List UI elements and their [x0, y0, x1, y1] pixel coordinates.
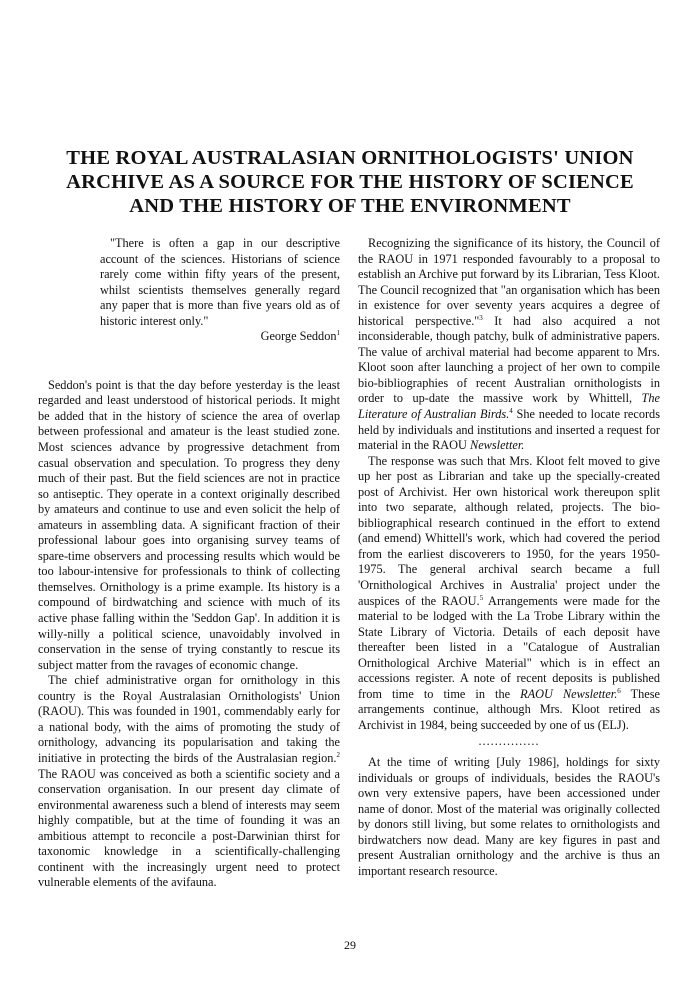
spacer [38, 345, 340, 378]
paragraph: At the time of writing [July 1986], holdings for sixty individuals or groups of individuals, besides the RAOU's own very extensive papers, have been accessioned under name of donor. Most of the material was originally collected by donors still living, but some relates to ornithologists and birdwatchers now dead. Many are key figures in past and present Australian ornithology and the archive is thus an important research resource. [358, 755, 660, 878]
footnote-ref: 4 [509, 406, 513, 415]
paragraph [38, 673, 340, 891]
epigraph [100, 236, 340, 345]
left-column [38, 236, 340, 891]
title-line-1: THE ROYAL AUSTRALASIAN ORNITHOLOGISTS' UNION [66, 147, 634, 169]
paragraph [358, 236, 660, 454]
epigraph-author: George Seddon [260, 329, 337, 344]
footnote-ref: 5 [479, 593, 484, 602]
paragraph-text: She needed to locate records held by individuals and institutions and inserted a request for material in the RAOU [358, 407, 660, 453]
paragraph-text: The response was such that Mrs. Kloot felt moved to give up her post as Librarian and take up the specially-created post of Archivist. Her own historical work thereupon split into two separate, although related, projects. The bio-bibliographical research continued in the effort to extend (and emend) Whittell's work, which had covered the period from the earliest discoverers to 1950, for the years 1950-1975. The general archival search became a full 'Ornithological Archives in Australia' project under the auspices of the RAOU. [358, 453, 660, 608]
paragraph-text: Recognizing the significance of its history, the Council of the RAOU in 1971 responded favourably to a proposal to establish an Archive put forward by its Librarian, Tess Kloot. The Council recognized that "an organisation which has been in existence for over seventy years acquires a degree of historical perspective." [358, 236, 660, 328]
right-column [358, 236, 660, 879]
paragraph [358, 454, 660, 734]
title-line-2: ARCHIVE AS A SOURCE FOR THE HISTORY OF SCIENCE [66, 171, 634, 193]
publication-title: Newsletter. [470, 438, 525, 453]
page-number: 29 [344, 938, 356, 952]
paragraph: Seddon's point is that the day before yesterday is the least regarded and least understood of historical periods. It might be added that in the history of science the area of overlap between professional and amateur is the least studied zone. Most sciences advance by progressive detachment from casual observation and speculation. To progress they deny much of their past. But the field sciences are not in practice so antiseptic. They operate in a context originally described by amateurs and continue to use and even solicit the help of amateurs in assembling data. A significant fraction of their professional labour goes into organising survey teams of spare-time observers and processing results which would be too labour-intensive for professionals to think of collecting themselves. Ornithology is a prime example. Its history is a compound of birdwatching and science with much of its active phase falling within the 'Seddon Gap'. In addition it is willy-nilly a political science, unavoidably involved in conservation in the sense of trying constantly to rescue its subject matter from the ravages of economic change. [38, 377, 340, 672]
paragraph-text: Arrangements were made for the material to be lodged with the La Trobe Library within the State Library of Victoria. Details of each deposit have thereafter been listed in a "Catalogue of Australian Ornithological Archive Material" which is in effect an accessions register. A note of recent deposits is published from time to time in the [358, 593, 660, 701]
footnote-ref: 1 [336, 329, 340, 338]
paragraph-text: The chief administrative organ for ornithology in this country is the Royal Australasian Ornithologists' Union (RAOU). This was founded in 1901, commendably early for a national body, with the aims of promoting the study of ornithology, advancing its popularisation and taking the initiative in protecting the birds of the Australasian region. [38, 673, 340, 765]
article-title [40, 146, 660, 218]
title-line-3: AND THE HISTORY OF THE ENVIRONMENT [129, 195, 571, 217]
epigraph-quote: "There is often a gap in our descriptive account of the sciences. Historians of science rarely come within fifty years of the present, whilst scientists themselves generally regard any paper that is more than five years old as of historic interest only." [100, 236, 340, 328]
publication-title: RAOU Newsletter. [520, 686, 618, 701]
section-separator: ............... [478, 733, 540, 748]
paragraph-text: These arrangements continue, although Mrs. Kloot retired as Archivist in 1984, being succeeded by one of us (ELJ). [358, 686, 660, 732]
footnote-ref: 2 [336, 750, 340, 759]
footnote-ref: 6 [617, 686, 621, 695]
paragraph-text: It had also acquired a not inconsiderable, though patchy, bulk of administrative papers. The value of archival material had become apparent to Mrs. Kloot soon after launching a project of her own to compile bio-bibliographies of recent Australian ornithologists in order to up-date the massive work by Whittell, [358, 313, 661, 406]
paragraph-text: The RAOU was conceived as both a scientific society and a conservation organisation. In our present day climate of environmental awareness such a blend of interests may seem highly compatible, but at the time of founding it was an ambitious attempt to reconcile a post-Darwinian thirst for taxonomic knowledge in a scientifically-challenging continent with the increasingly urgent need to protect vulnerable elements of the avifauna. [38, 766, 340, 890]
epigraph-attribution [100, 329, 340, 345]
book-title: The Literature of Australian Birds. [358, 391, 660, 422]
footnote-ref: 3 [479, 313, 483, 322]
